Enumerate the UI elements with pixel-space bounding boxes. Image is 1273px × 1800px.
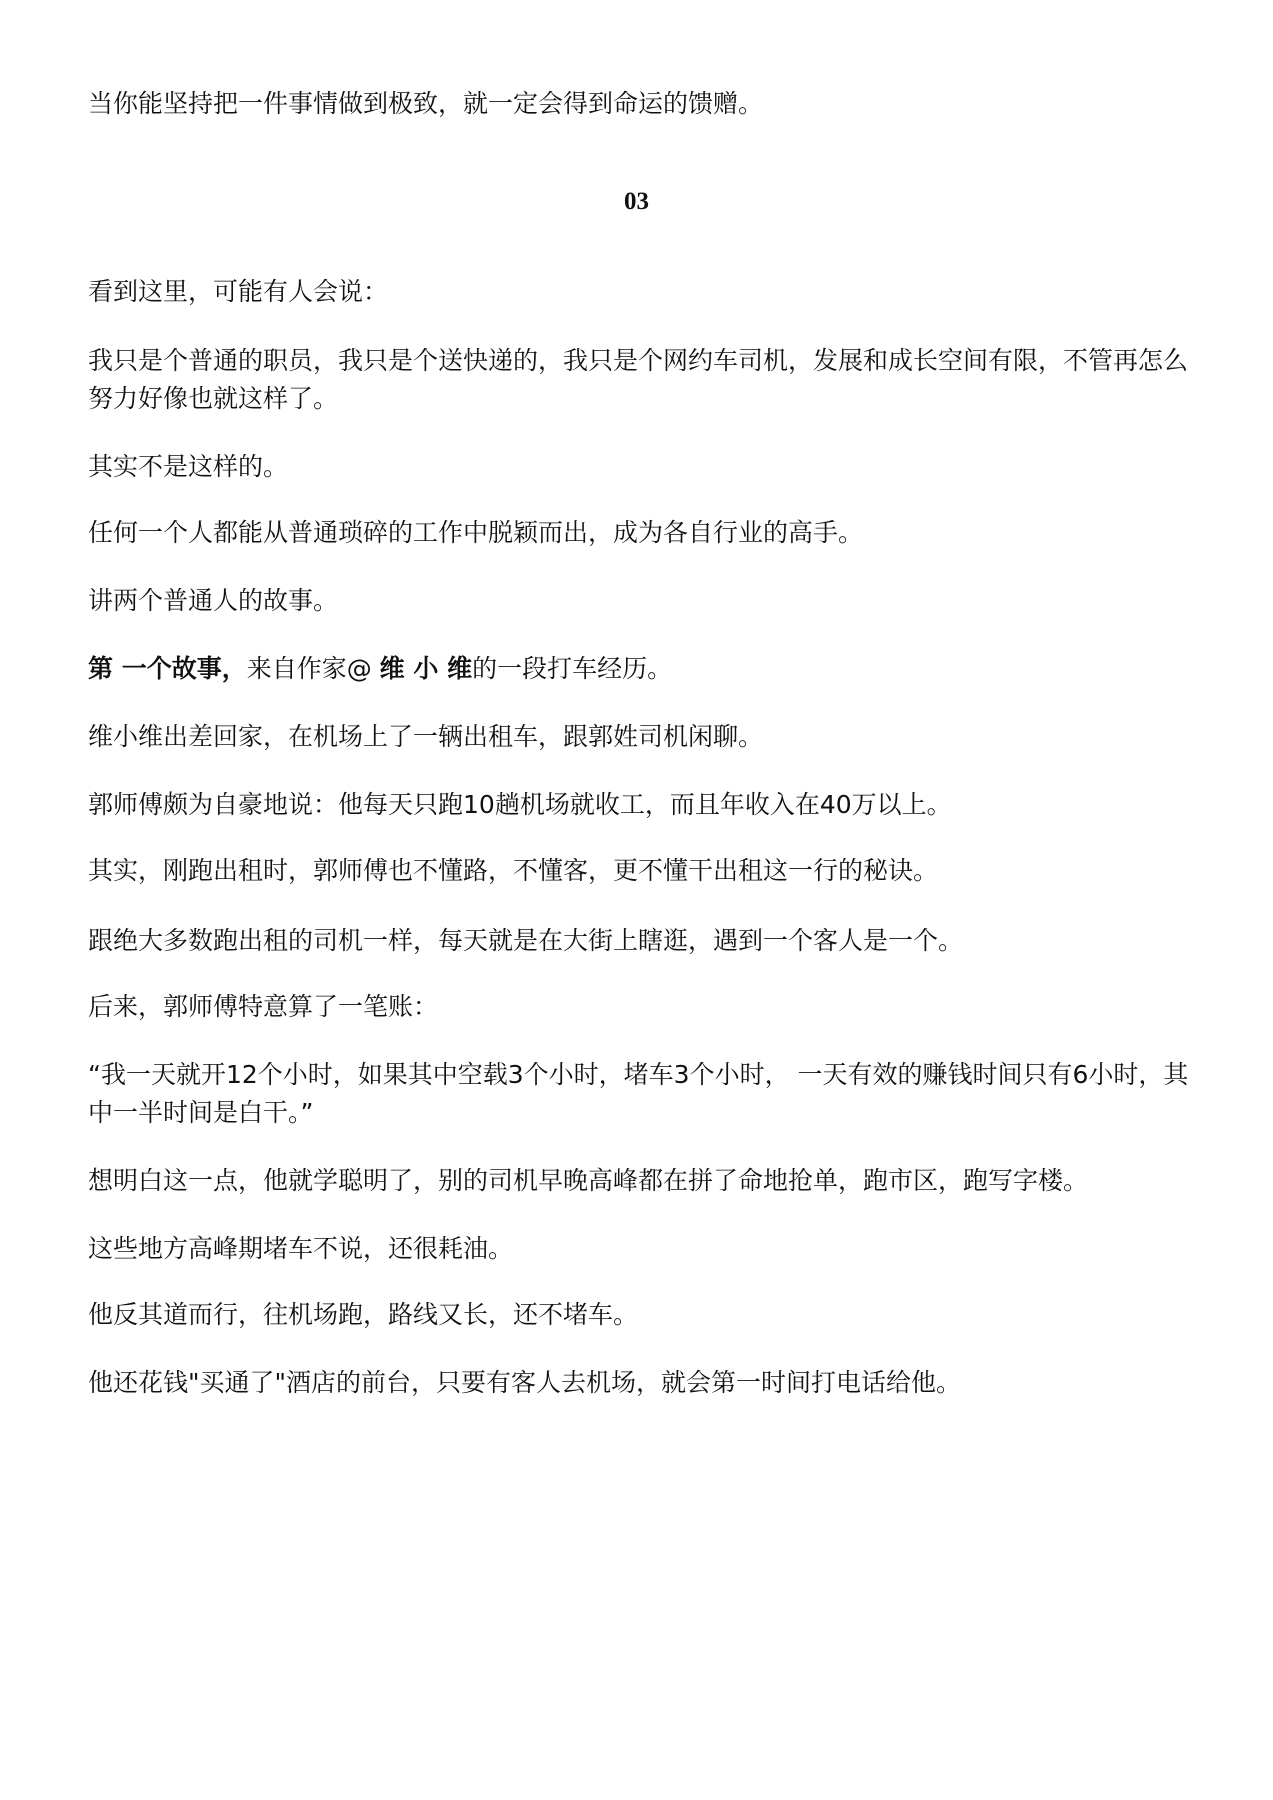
paragraph: 后来，郭师傅特意算了一笔账：: [88, 992, 439, 1021]
paragraph: 想明白这一点，他就学聪明了，别的司机早晚高峰都在拼了命地抢单，跑市区，跑写字楼。: [88, 1166, 1089, 1195]
paragraph: 讲两个普通人的故事。: [88, 586, 339, 615]
story-tail: 的一段打车经历。: [472, 654, 673, 683]
paragraph: 跟绝大多数跑出租的司机一样，每天就是在大街上瞎逛，遇到一个客人是一个。: [88, 926, 964, 955]
paragraph: 看到这里，可能有人会说：: [88, 277, 389, 306]
section-number: 03: [624, 188, 649, 215]
story-author: 维 小 维: [379, 654, 473, 683]
story-lead: 第 一个故事，: [88, 654, 247, 683]
paragraph: 郭师傅颇为自豪地说：他每天只跑10趟机场就收工，而且年收入在40万以上。: [88, 790, 952, 819]
paragraph: 任何一个人都能从普通琐碎的工作中脱颖而出，成为各自行业的高手。: [88, 518, 864, 547]
paragraph: 当你能坚持把一件事情做到极致，就一定会得到命运的馈赠。: [88, 89, 764, 118]
paragraph: 他反其道而行，往机场跑，路线又长，还不堵车。: [88, 1300, 639, 1329]
paragraph: 其实不是这样的。: [88, 452, 289, 481]
paragraph: “我一天就开12个小时，如果其中空载3个小时，堵车3个小时， 一天有效的赚钱时间只有6小时，其中一半时间是白干。”: [88, 1060, 1189, 1127]
story-intro-line: [88, 650, 1200, 688]
paragraph: 他还花钱"买通了"酒店的前台，只要有客人去机场，就会第一时间打电话给他。: [88, 1368, 962, 1397]
paragraph: 维小维出差回家，在机场上了一辆出租车，跟郭姓司机闲聊。: [88, 722, 764, 751]
story-middle: 来自作家@: [246, 654, 380, 683]
paragraph: 这些地方高峰期堵车不说，还很耗油。: [88, 1234, 514, 1263]
paragraph: 我只是个普通的职员，我只是个送快递的，我只是个网约车司机，发展和成长空间有限，不管再怎么努力好像也就这样了。: [88, 346, 1189, 413]
paragraph: 其实，刚跑出租时，郭师傅也不懂路，不懂客，更不懂干出租这一行的秘诀。: [88, 856, 939, 885]
